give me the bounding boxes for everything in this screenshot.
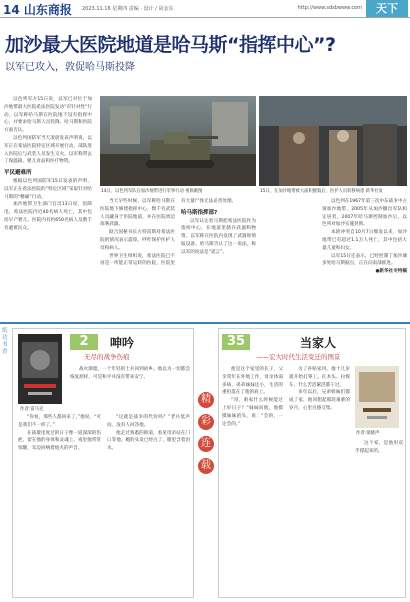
page-meta: 2023.11.16 星期四 责编 · 设计 / 胡金东	[82, 6, 174, 12]
chapter-subtitle: ——宏大时代生活变迁的图景	[256, 353, 341, 361]
badge-char: 载	[198, 458, 214, 474]
photo-caption: 14日，以色列军队在加沙地带进行军事行动 视频截图	[101, 189, 203, 194]
body-paragraph: 以军认定哈马斯把希法医院作为指挥中心，在地道里储存武器和物资。以军称在医院内发现了武器和情报设备。哈马斯否认了这一说法，称以军的说法是“谎言”。	[181, 218, 256, 255]
subheadline: 以军已攻入，敦促哈马斯投降	[5, 62, 135, 73]
body-paragraph: “哥，咱家什么时候能过上好日子？”妹妹问他。他摸摸妹妹的头，说：“会的，一定会的。”	[222, 398, 283, 427]
body-paragraph: 他是这个家里的长子，父亲常年在外地工作，母亲体弱多病，弟弟妹妹还小，生活的重担落在了他的肩上。	[222, 367, 283, 396]
body-paragraph: 本轮冲突自10月7日爆发以来，加沙地带已有超过1.1万人死亡，其中包括大量儿童和妇女。	[322, 230, 407, 251]
middle-column	[100, 198, 256, 318]
headline: 加沙最大医院地道是哈马斯“指挥中心”?	[5, 34, 336, 56]
photo-image	[100, 96, 256, 186]
chapter-subtitle: 无尽的战争伤痕	[84, 353, 130, 361]
body-paragraph: “你看，那些人都回来了，”他说，“可是我们不一样了。”	[18, 415, 101, 428]
chapter-number: 2	[70, 334, 98, 350]
book-caption: 作者:梁晓声	[356, 431, 380, 436]
section-subhead: 平民避难所	[4, 170, 32, 177]
section-tag: 天下	[366, 0, 408, 17]
side-label: 纸边书香	[2, 328, 8, 355]
body-paragraph: 以色列在1967年第三次中东战争中占领加沙地带，2005年从加沙撤出军队和定居者。2007年哈马斯控制加沙后，以色列对加沙实施封锁。	[322, 199, 407, 228]
body-paragraph: 这个家，是他用双手撑起来的。	[355, 441, 403, 454]
badge-char: 彩	[198, 414, 214, 430]
body-paragraph: 以军15日还表示，已经控制了加沙城多处哈马斯据点，正在向南部推进。	[322, 253, 407, 267]
lead-paragraph: 以色列国防军当天凌晨发表声明说，以军正在希法医院特定区域开展行动，部队进入医院后与武装人员发生交火。以军称带去了保温箱、婴儿食品和医疗物资。	[4, 135, 92, 165]
photo-caption: 15日，在加沙地带被大面积摧毁后，医护人员转移病患 新华社发	[260, 189, 383, 194]
lead-paragraph: 以色列军方15日说，以军已对位于加沙地带最大医院希法医院发动“有针对性”行动。以军称哈马斯在医院地下设有指挥中心，并要求哈马斯人员投降。哈马斯和医院方面否认。	[4, 97, 92, 134]
section-divider	[0, 322, 410, 324]
lead-paragraph: 加沙地带卫生部门官员13日说，因缺电，希法医院内近40名病人死亡，其中包括早产婴儿。医院内有约650名病人及数千名避难民众。	[4, 202, 92, 231]
serial-right-tail	[355, 440, 403, 594]
body-paragraph: 他走过熟悉的街道，看见母亲站在门口等他。她的头发已经白了，眼里含着泪水。	[107, 430, 190, 452]
photo-military-vehicle	[100, 96, 256, 186]
body-paragraph: 当天早些时候，以军称哈马斯在医院地下修建指挥中心，数千名武装人员藏身于医院地道，并在医院周边部署武器。	[100, 199, 175, 228]
body-paragraph: “这就是战争的代价吗？”老兵低声问。没有人回答他。	[107, 415, 190, 428]
badge-char: 连	[198, 436, 214, 452]
book-cover-left	[18, 334, 62, 404]
right-column	[322, 198, 407, 318]
chapter-title: 呻吟	[110, 336, 135, 350]
serial-left-text	[70, 366, 190, 406]
serial-right-columns	[222, 366, 350, 594]
book-caption: 作者:雷马克	[20, 407, 44, 412]
body-paragraph: 战火渐熄，一个年轻的士兵回到故乡。他以为一切都会恢复原样，可是和平并没有带来安宁。	[70, 367, 190, 380]
lead-column	[4, 96, 92, 318]
badge-char: 精	[198, 392, 214, 408]
section-subhead: 哈马斯指挥部?	[181, 209, 218, 216]
lead-paragraph: 根据以色列国防军15日发表的声明，以军正在希法医院的“特定区域”采取针对哈马斯的“精确”行动。	[4, 178, 92, 200]
body-paragraph: 联合国秘书长古特雷斯对希法医院的情况表示震惊，呼吁保护医护人员和病人。	[100, 230, 175, 251]
serial-left-columns	[18, 414, 190, 594]
site-url: http://www.sdsbwww.com	[297, 5, 362, 11]
photo-image	[259, 96, 407, 186]
serial-badge	[195, 392, 217, 480]
page-number: 14 山东商报	[3, 3, 72, 17]
photo-hospital	[259, 96, 407, 186]
book-cover-right	[355, 366, 399, 428]
chapter-title: 当家人	[300, 336, 337, 350]
body-paragraph: 在战壕里度过的日子像一道深深的伤疤，留在他的身体和灵魂上。夜里他常常惊醒，耳边回响着炮火的声音。	[18, 430, 101, 452]
body-paragraph: 多年以后，兄弟姐妹们都成了家，他回想起那段艰难的岁月，心里百感交集。	[289, 390, 350, 411]
chapter-number: 35	[222, 334, 250, 350]
book-image	[18, 334, 62, 404]
body-paragraph: 世界卫生组织说，希法医院已不再是一所能正常运转的医院，医院里有大量尸体无法妥善处理。	[100, 199, 237, 267]
page-header	[0, 0, 410, 18]
body-paragraph: 为了补贴家用，他十几岁就开始打零工。扛木头、拉煤车，什么苦活累活都干过。	[289, 367, 350, 388]
byline: ●新华社专特稿	[375, 269, 407, 275]
book-image	[355, 366, 399, 428]
